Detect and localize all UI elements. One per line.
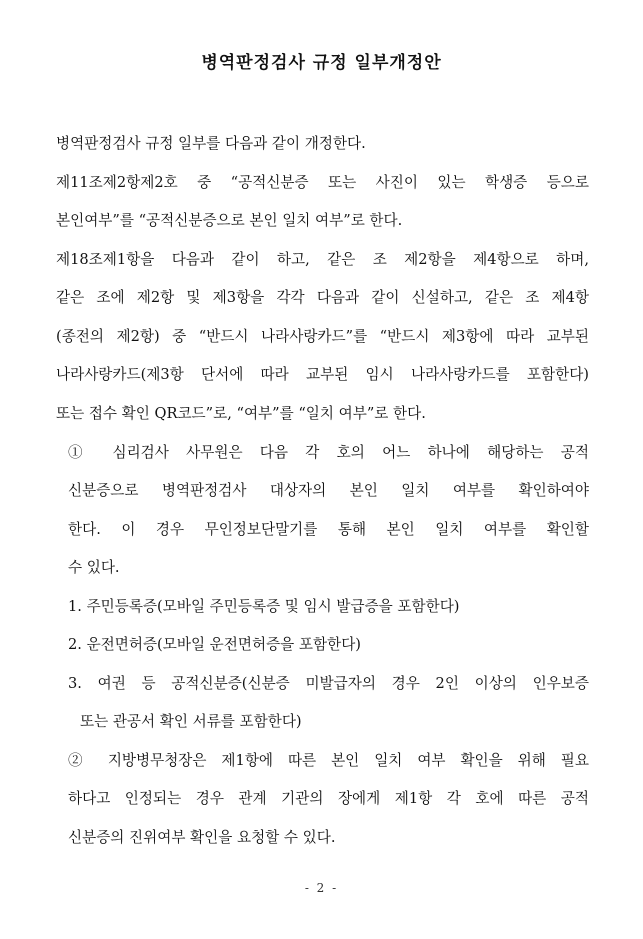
paragraph-1-line: 수 있다. bbox=[68, 559, 120, 576]
list-item-1: 1. 주민등록증(모바일 주민등록증 및 임시 발급증을 포함한다) bbox=[68, 598, 460, 615]
body-line: 병역판정검사 규정 일부를 다음과 같이 개정한다. bbox=[56, 135, 366, 152]
paragraph-2-line: ② 지방병무청장은 제1항에 따른 본인 일치 여부 확인을 위해 필요 bbox=[68, 752, 589, 769]
body-line: 또는 접수 확인 QR코드”로, “여부”를 “일치 여부”로 한다. bbox=[56, 405, 426, 422]
body-line: 같은 조에 제2항 및 제3항을 각각 다음과 같이 신설하고, 같은 조 제4항 bbox=[56, 289, 589, 306]
list-item-2: 2. 운전면허증(모바일 운전면허증을 포함한다) bbox=[68, 636, 361, 653]
list-item-3-continued: 또는 관공서 확인 서류를 포함한다) bbox=[80, 713, 302, 730]
paragraph-1-line: 신분증으로 병역판정검사 대상자의 본인 일치 여부를 확인하여야 bbox=[68, 482, 589, 499]
paragraph-2-line: 하다고 인정되는 경우 관계 기관의 장에게 제1항 각 호에 따른 공적 bbox=[68, 790, 589, 807]
body-line: 제11조제2항제2호 중 “공적신분증 또는 사진이 있는 학생증 등으로 bbox=[56, 174, 589, 191]
list-item-3: 3. 여권 등 공적신분증(신분증 미발급자의 경우 2인 이상의 인우보증 bbox=[68, 675, 589, 692]
paragraph-1-line: 한다. 이 경우 무인정보단말기를 통해 본인 일치 여부를 확인할 bbox=[68, 521, 589, 538]
page-number: - 2 - bbox=[304, 881, 339, 895]
body-line: 본인여부”를 “공적신분증으로 본인 일치 여부”로 한다. bbox=[56, 212, 403, 229]
paragraph-1-line: ① 심리검사 사무원은 다음 각 호의 어느 하나에 해당하는 공적 bbox=[68, 444, 589, 461]
body-line: 제18조제1항을 다음과 같이 하고, 같은 조 제2항을 제4항으로 하며, bbox=[56, 251, 589, 268]
paragraph-2-line: 신분증의 진위여부 확인을 요청할 수 있다. bbox=[68, 829, 336, 846]
body-line: 나라사랑카드(제3항 단서에 따라 교부된 임시 나라사랑카드를 포함한다) bbox=[56, 366, 589, 383]
document-title: 병역판정검사 규정 일부개정안 bbox=[201, 53, 442, 73]
body-line: (종전의 제2항) 중 “반드시 나라사랑카드”를 “반드시 제3항에 따라 교부된 bbox=[56, 328, 589, 345]
